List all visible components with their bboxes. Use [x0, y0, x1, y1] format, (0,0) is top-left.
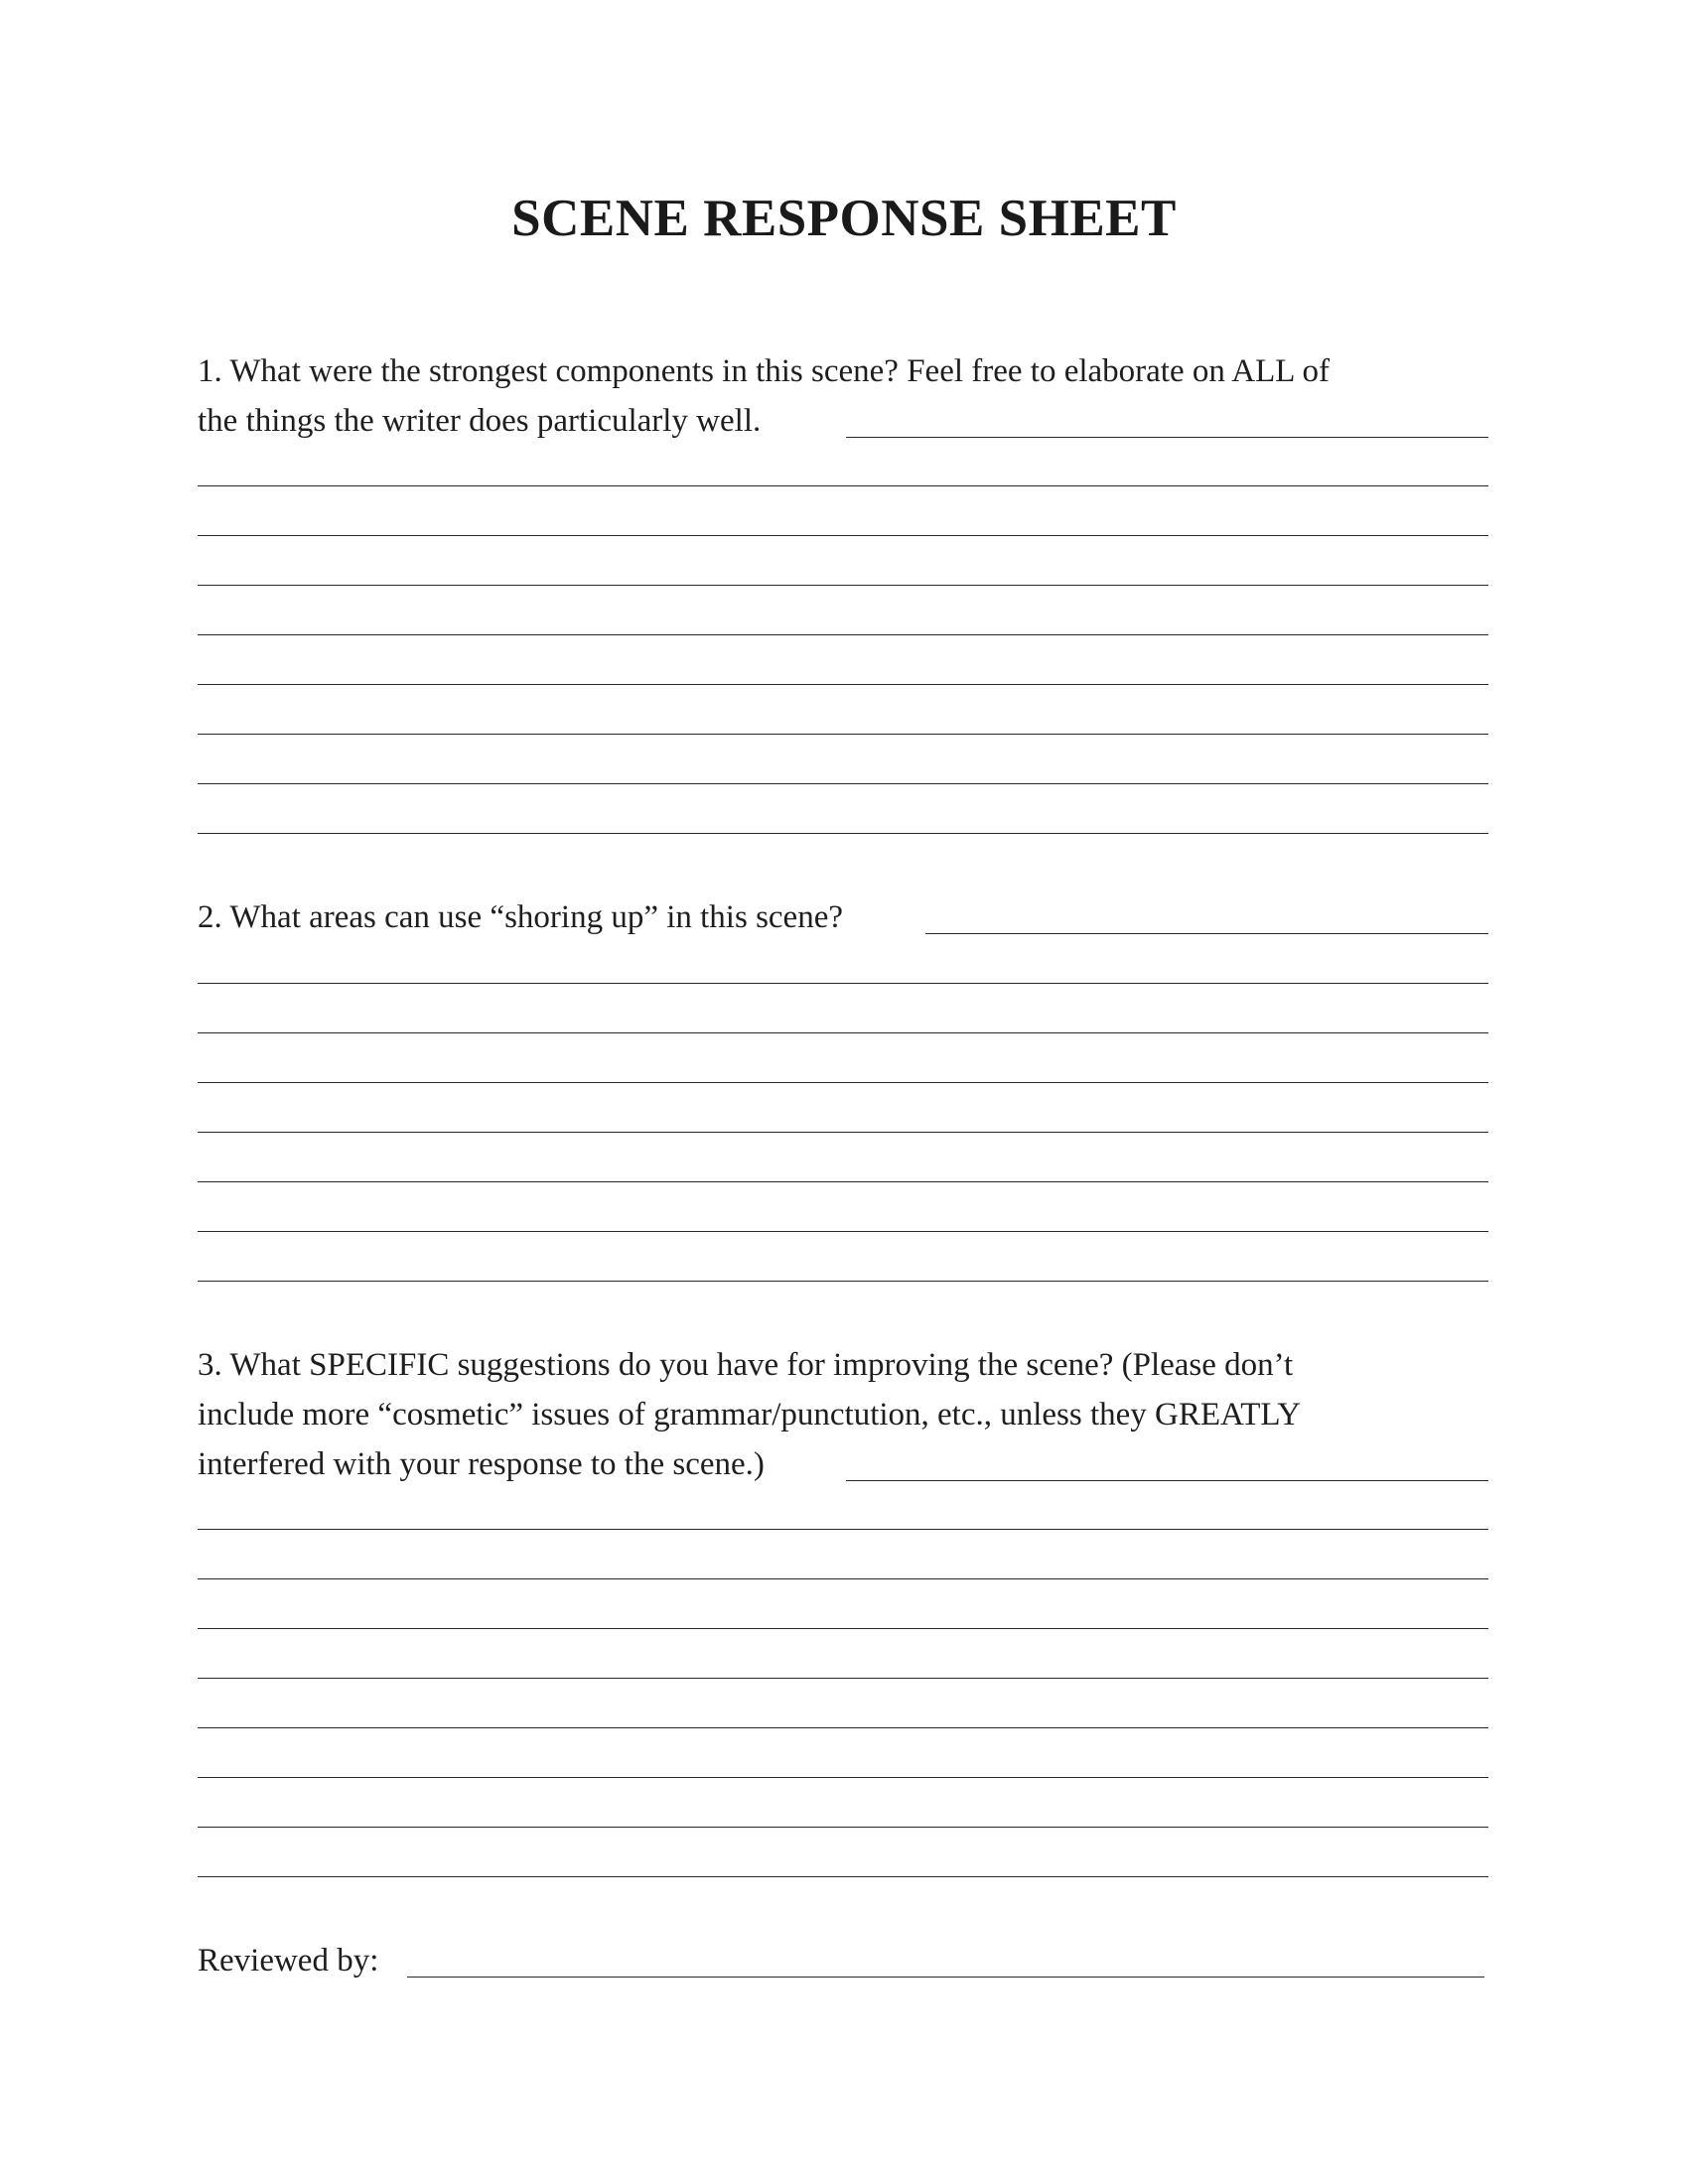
- question-1-answer-line[interactable]: [198, 783, 1488, 784]
- question-1-answer-line[interactable]: [198, 684, 1488, 685]
- question-2-answer-line[interactable]: [198, 983, 1488, 984]
- question-2-answer-line[interactable]: [198, 1281, 1488, 1282]
- question-1-answer-line[interactable]: [198, 634, 1488, 635]
- question-1-answer-line[interactable]: [198, 585, 1488, 586]
- question-3-answer-line[interactable]: [198, 1727, 1488, 1728]
- question-3-text-line-2: include more “cosmetic” issues of grammar/punctution, etc., unless they GREATLY: [198, 1397, 1302, 1433]
- question-2-answer-line[interactable]: [198, 1082, 1488, 1083]
- question-3-answer-line[interactable]: [198, 1578, 1488, 1579]
- question-3-text-line-1: 3. What SPECIFIC suggestions do you have for improving the scene? (Please don’t: [198, 1347, 1294, 1383]
- question-1-text-line-2: the things the writer does particularly well.: [198, 403, 762, 439]
- reviewed-by-label: Reviewed by:: [198, 1943, 379, 1979]
- question-3-answer-line[interactable]: [198, 1777, 1488, 1778]
- question-3-answer-line[interactable]: [198, 1529, 1488, 1530]
- question-2-text-line-1: 2. What areas can use “shoring up” in this scene?: [198, 899, 843, 935]
- reviewed-by-signature-line[interactable]: [407, 1977, 1484, 1978]
- question-2-answer-line[interactable]: [198, 1032, 1488, 1033]
- question-2-answer-line[interactable]: [198, 1231, 1488, 1232]
- question-1-answer-line[interactable]: [198, 734, 1488, 735]
- question-3-text-line-3: interfered with your response to the scene.): [198, 1446, 765, 1482]
- question-3-answer-blank[interactable]: [846, 1480, 1488, 1481]
- question-3-answer-line[interactable]: [198, 1876, 1488, 1877]
- page-title: SCENE RESPONSE SHEET: [511, 190, 1177, 247]
- question-1-answer-line[interactable]: [198, 485, 1488, 486]
- question-1-text-line-1: 1. What were the strongest components in this scene? Feel free to elaborate on ALL of: [198, 353, 1330, 389]
- question-1-answer-line[interactable]: [198, 833, 1488, 834]
- question-3-answer-line[interactable]: [198, 1827, 1488, 1828]
- question-1-answer-blank[interactable]: [846, 437, 1488, 438]
- question-2-answer-line[interactable]: [198, 1132, 1488, 1133]
- question-1-answer-line[interactable]: [198, 535, 1488, 536]
- question-2-answer-blank[interactable]: [925, 933, 1488, 934]
- question-3-answer-line[interactable]: [198, 1678, 1488, 1679]
- question-3-answer-line[interactable]: [198, 1628, 1488, 1629]
- question-2-answer-line[interactable]: [198, 1181, 1488, 1182]
